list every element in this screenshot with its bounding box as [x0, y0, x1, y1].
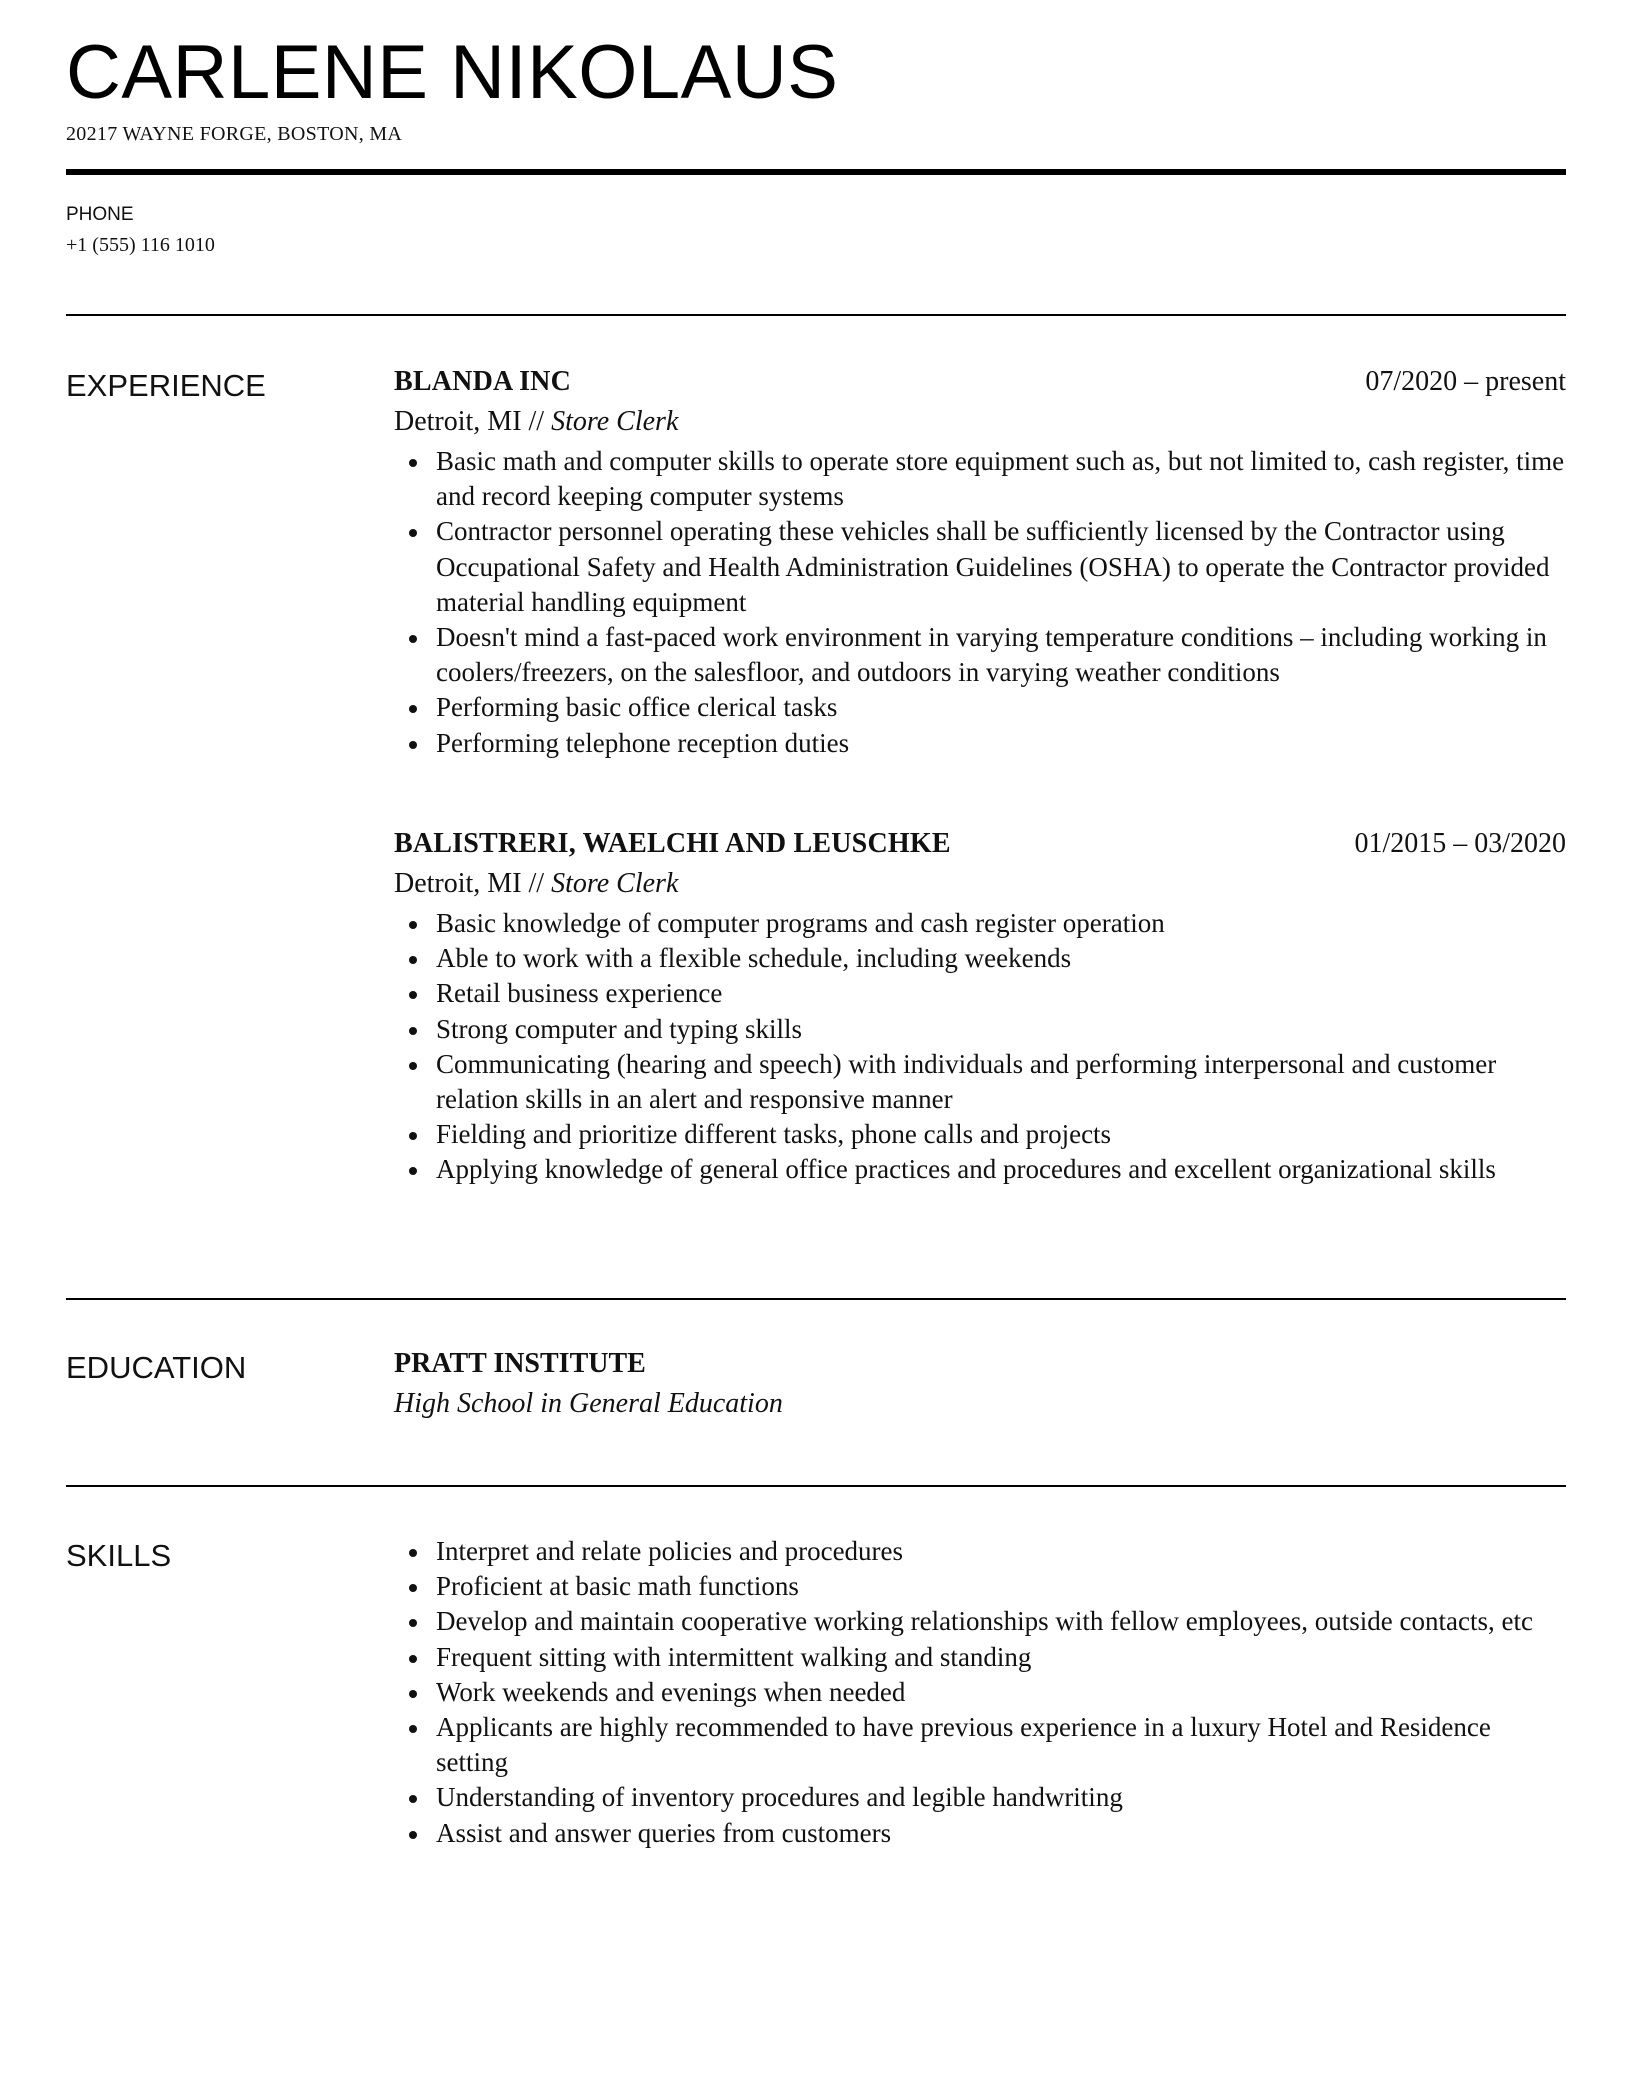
list-item: Develop and maintain cooperative working relationships with fellow employees, outside contacts, etc — [436, 1604, 1566, 1639]
education-entry — [394, 1344, 1566, 1424]
job-dates: 01/2015 – 03/2020 — [1354, 828, 1566, 859]
list-item: Doesn't mind a fast-paced work environment in varying temperature conditions – including working in coolers/freezers, on the salesfloor, and outdoors in varying weather conditions — [436, 620, 1566, 690]
list-item: Performing basic office clerical tasks — [436, 690, 1566, 725]
list-item: Basic math and computer skills to operate store equipment such as, but not limited to, cash register, time and record keeping computer systems — [436, 444, 1566, 514]
list-item: Strong computer and typing skills — [436, 1012, 1566, 1047]
degree-name: High School in General Education — [394, 1388, 783, 1419]
candidate-name: CARLENE NIKOLAUS — [66, 30, 839, 115]
job-company: BALISTRERI, WAELCHI AND LEUSCHKE — [394, 828, 951, 859]
skills-heading: SKILLS — [66, 1538, 172, 1573]
list-item: Interpret and relate policies and procedures — [436, 1534, 1566, 1569]
list-item: Contractor personnel operating these vehicles shall be sufficiently licensed by the Contractor using Occupational Safety and Health Administration Guidelines (OSHA) to operate the Contractor provided material handling equipment — [436, 514, 1566, 620]
job-subline — [394, 864, 1566, 904]
candidate-address: 20217 WAYNE FORGE, BOSTON, MA — [66, 123, 403, 145]
list-item: Basic knowledge of computer programs and cash register operation — [436, 906, 1566, 941]
list-item: Applying knowledge of general office practices and procedures and excellent organizational skills — [436, 1152, 1566, 1187]
job-role: Store Clerk — [551, 868, 679, 899]
phone-value: +1 (555) 116 1010 — [66, 234, 215, 256]
list-item: Work weekends and evenings when needed — [436, 1675, 1566, 1710]
job-bullet-list — [394, 906, 1566, 1188]
list-item: Understanding of inventory procedures and legible handwriting — [436, 1780, 1566, 1815]
job-entry — [394, 362, 1566, 761]
experience-divider — [66, 1298, 1566, 1300]
contact-divider — [66, 314, 1566, 316]
job-entry — [394, 824, 1566, 1188]
skills-list — [394, 1534, 1566, 1851]
list-item: Fielding and prioritize different tasks, phone calls and projects — [436, 1117, 1566, 1152]
list-item: Communicating (hearing and speech) with individuals and performing interpersonal and customer relation skills in an alert and responsive manner — [436, 1047, 1566, 1117]
list-item: Performing telephone reception duties — [436, 726, 1566, 761]
phone-label: PHONE — [66, 204, 134, 225]
header-divider — [66, 169, 1566, 175]
education-heading: EDUCATION — [66, 1350, 247, 1385]
school-name: PRATT INSTITUTE — [394, 1348, 646, 1379]
experience-heading: EXPERIENCE — [66, 368, 266, 403]
job-company: BLANDA INC — [394, 366, 572, 397]
list-item: Assist and answer queries from customers — [436, 1816, 1566, 1851]
job-location: Detroit, MI — [394, 406, 522, 437]
list-item: Able to work with a flexible schedule, including weekends — [436, 941, 1566, 976]
job-location: Detroit, MI — [394, 868, 522, 899]
list-item: Applicants are highly recommended to have previous experience in a luxury Hotel and Residence setting — [436, 1710, 1566, 1780]
job-separator: // — [521, 406, 552, 437]
job-header — [394, 362, 1566, 402]
list-item: Retail business experience — [436, 976, 1566, 1011]
job-subline — [394, 402, 1566, 442]
job-separator: // — [521, 868, 552, 899]
education-divider — [66, 1485, 1566, 1487]
list-item: Frequent sitting with intermittent walking and standing — [436, 1640, 1566, 1675]
job-header — [394, 824, 1566, 864]
job-bullet-list — [394, 444, 1566, 761]
list-item: Proficient at basic math functions — [436, 1569, 1566, 1604]
job-dates: 07/2020 – present — [1365, 366, 1566, 397]
job-role: Store Clerk — [551, 406, 679, 437]
skills-entry — [394, 1534, 1566, 1851]
